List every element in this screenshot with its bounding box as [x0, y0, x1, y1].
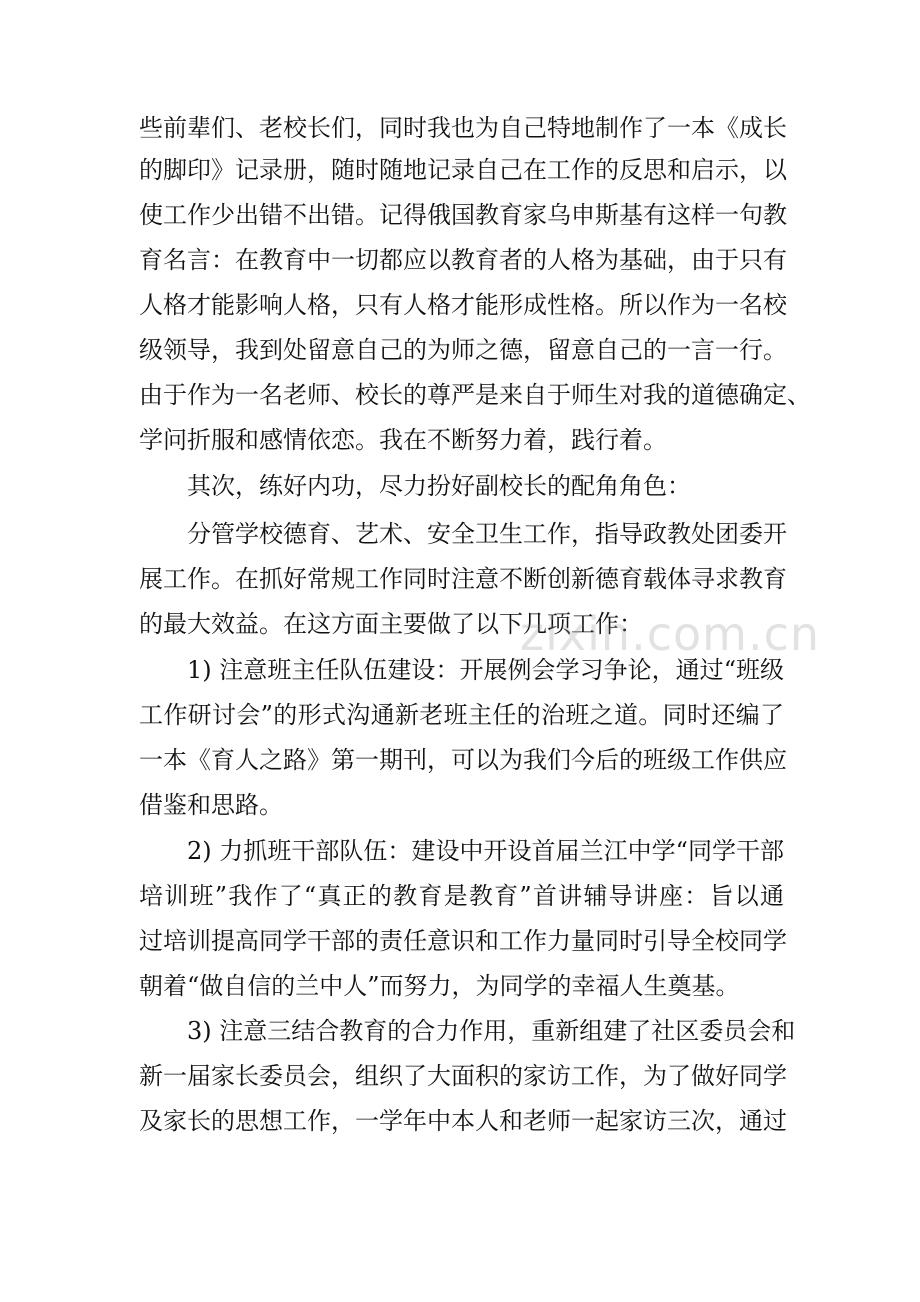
- list-item-line: 1) 注意班主任队伍建设：开展例会学习争论，通过“班级: [187, 656, 784, 684]
- text-line: 级领导，我到处留意自己的为师之德，留意自己的一言一行。: [139, 336, 787, 364]
- text-line: 一本《育人之路》第一期刊，可以为我们今后的班级工作供应: [139, 746, 787, 774]
- text-line: 使工作少出错不出错。记得俄国教育家乌申斯基有这样一句教: [139, 201, 787, 229]
- watermark: zixin.com.cn: [520, 607, 821, 661]
- text-line: 的脚印》记录册，随时随地记录自己在工作的反思和启示，以: [139, 156, 787, 184]
- text-line: 朝着“做自信的兰中人”而努力，为同学的幸福人生奠基。: [139, 972, 740, 1000]
- text-line: 工作研讨会”的形式沟通新老班主任的治班之道。同时还编了: [139, 701, 784, 729]
- text-line: 由于作为一名老师、校长的尊严是来自于师生对我的道德确定、: [139, 381, 811, 409]
- text-line: 新一届家长委员会，组织了大面积的家访工作，为了做好同学: [139, 1062, 787, 1090]
- text-line: 借鉴和思路。: [139, 791, 283, 819]
- text-line: 些前辈们、老校长们，同时我也为自己特地制作了一本《成长: [139, 114, 787, 142]
- list-item-line: 3) 注意三结合教育的合力作用，重新组建了社区委员会和: [187, 1017, 796, 1045]
- text-line: 育名言：在教育中一切都应以教育者的人格为基础，由于只有: [139, 246, 787, 274]
- text-line: 的最大效益。在这方面主要做了以下几项工作：: [139, 610, 643, 638]
- list-item-line: 2) 力抓班干部队伍：建设中开设首届兰江中学“同学干部: [187, 837, 784, 865]
- text-line: 培训班”我作了“真正的教育是教育”首讲辅导讲座：旨以通: [139, 882, 784, 910]
- paragraph-heading: 其次，练好内功，尽力扮好副校长的配角角色：: [187, 472, 691, 500]
- text-line: 展工作。在抓好常规工作同时注意不断创新德育载体寻求教育: [139, 565, 787, 593]
- text-line: 及家长的思想工作，一学年中本人和老师一起家访三次，通过: [139, 1107, 787, 1135]
- text-line: 分管学校德育、艺术、安全卫生工作，指导政教处团委开: [187, 520, 787, 548]
- text-line: 学问折服和感情依恋。我在不断努力着，践行着。: [139, 426, 667, 454]
- text-line: 人格才能影响人格，只有人格才能形成性格。所以作为一名校: [139, 291, 787, 319]
- text-line: 过培训提高同学干部的责任意识和工作力量同时引导全校同学: [139, 927, 787, 955]
